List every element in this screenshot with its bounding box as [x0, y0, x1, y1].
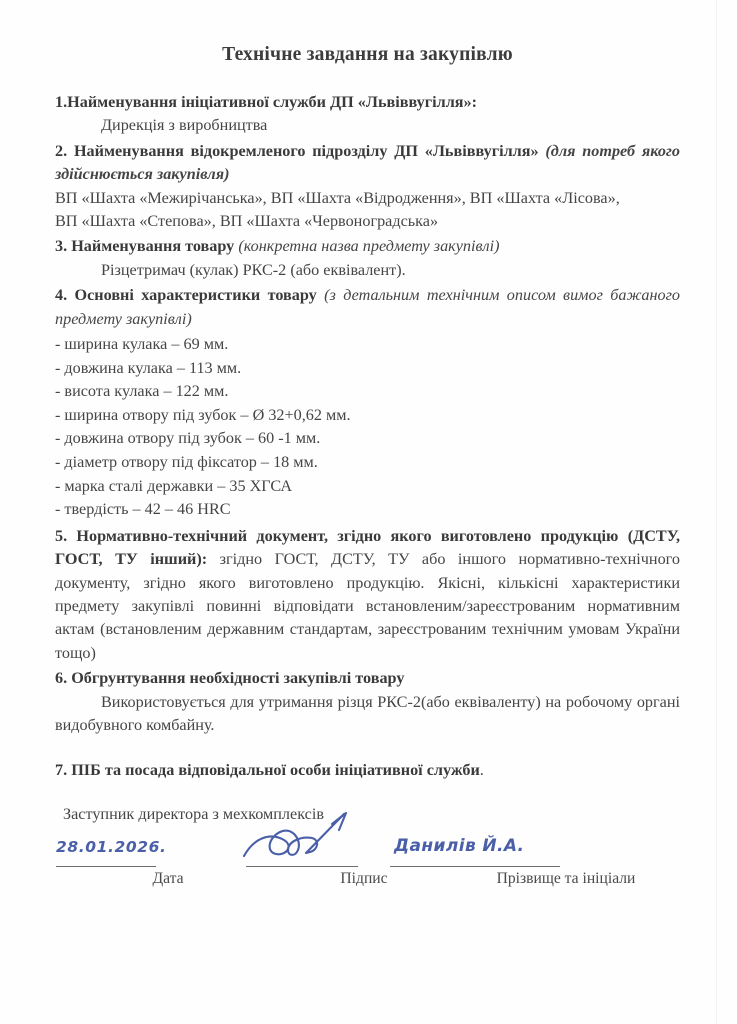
responsible-person-position: Заступник директора з мехкомплексів [63, 804, 324, 823]
section-5 [55, 525, 680, 665]
spec-item: - діаметр отвору під фіксатор – 18 мм. [55, 453, 318, 472]
section-3-heading-bold: 3. Найменування товару [55, 237, 235, 256]
spec-item: - ширина отвору під зубок – Ø 32+0,62 мм. [55, 405, 351, 424]
section-5-heading-bold: 5. Нормативно-технічний документ, згідно якого виготовлено продукцію (ДСТУ, ГОСТ, ТУ інший): [55, 526, 680, 569]
section-3 [55, 235, 680, 282]
page-title: Технічне завдання на закупівлю [222, 44, 513, 65]
spec-item: - довжина отвору під зубок – 60 -1 мм. [55, 429, 321, 448]
spec-item: - марка сталі державки – 35 ХГСА [55, 476, 293, 495]
section-1-heading: 1.Найменування ініціативної служби ДП «Львіввугілля»: [55, 93, 478, 111]
section-1-body: Дирекція з виробництва [101, 116, 268, 135]
section-3-heading-italic: (конкретна назва предмету закупівлі) [238, 237, 500, 256]
signature-rule [246, 866, 358, 867]
spec-item: - довжина кулака – 113 мм. [55, 358, 242, 377]
section-6-body: Використовується для утримання різця РКС-2(або еквіваленту) на робочому органі видобувного комбайну. [55, 692, 680, 735]
handwritten-date: 28.01.2026. [56, 838, 167, 856]
section-2-body-line-1: ВП «Шахта «Межирічанська», ВП «Шахта «Відродження», ВП «Шахта «Лісова», [55, 188, 620, 207]
section-6-heading: 6. Обгрунтування необхідності закупівлі товару [55, 669, 405, 688]
handwritten-name: Данилів Й.А. [394, 836, 525, 856]
section-2-body-line-2: ВП «Шахта «Степова», ВП «Шахта «Червоноградська» [55, 212, 439, 231]
section-7-heading [55, 759, 680, 782]
section-7-heading-bold: 7. ПІБ та посада відповідальної особи ініціативної служби [55, 761, 480, 780]
spec-item: - твердість – 42 – 46 HRC [55, 500, 231, 519]
section-4-heading-italic: (з детальним технічним описом вимог бажаного предмету закупівлі) [55, 286, 680, 328]
section-2-heading-bold: 2. Найменування відокремленого підрозділу ДП «Львіввугілля» [55, 141, 539, 160]
section-1 [55, 91, 680, 138]
section-4-heading-bold: 4. Основні характеристики товару [55, 286, 317, 305]
spec-item: - ширина кулака – 69 мм. [55, 335, 229, 354]
section-3-heading [55, 235, 680, 258]
date-rule [56, 866, 156, 867]
section-2-heading-italic: (для потреб якого здійснюється закупівля) [55, 141, 680, 184]
name-caption: Прізвище та ініціали [496, 870, 636, 887]
section-7-heading-period: . [479, 761, 484, 780]
name-rule [390, 866, 560, 867]
spec-item: - висота кулака – 122 мм. [55, 382, 229, 401]
date-caption: Дата [152, 870, 184, 887]
section-4 [55, 284, 680, 522]
section-2-heading [55, 140, 680, 187]
section-5-paragraph [55, 525, 680, 665]
handwritten-signature-icon [240, 810, 370, 872]
section-6 [55, 667, 680, 737]
document-content [55, 0, 680, 826]
section-3-body: Різцетримач (кулак) РКС-2 (або еквівалент). [101, 260, 406, 279]
section-4-heading [55, 284, 680, 331]
signature-caption: Підпис [340, 870, 388, 887]
signature-block [0, 820, 737, 910]
section-5-body: згідно ГОСТ, ДСТУ, ТУ або іншого нормативно-технічного документу, згідно якого виготовлено продукцію. Якісні, кількісні характеристики предмету закупівлі повинні відповідати встановленим/зареєстрованим нормативним актам (встановленим державним стандартам, зареєстрованим технічним умовам України тощо) [55, 550, 681, 662]
specification-list [55, 333, 680, 522]
section-2 [55, 140, 680, 234]
